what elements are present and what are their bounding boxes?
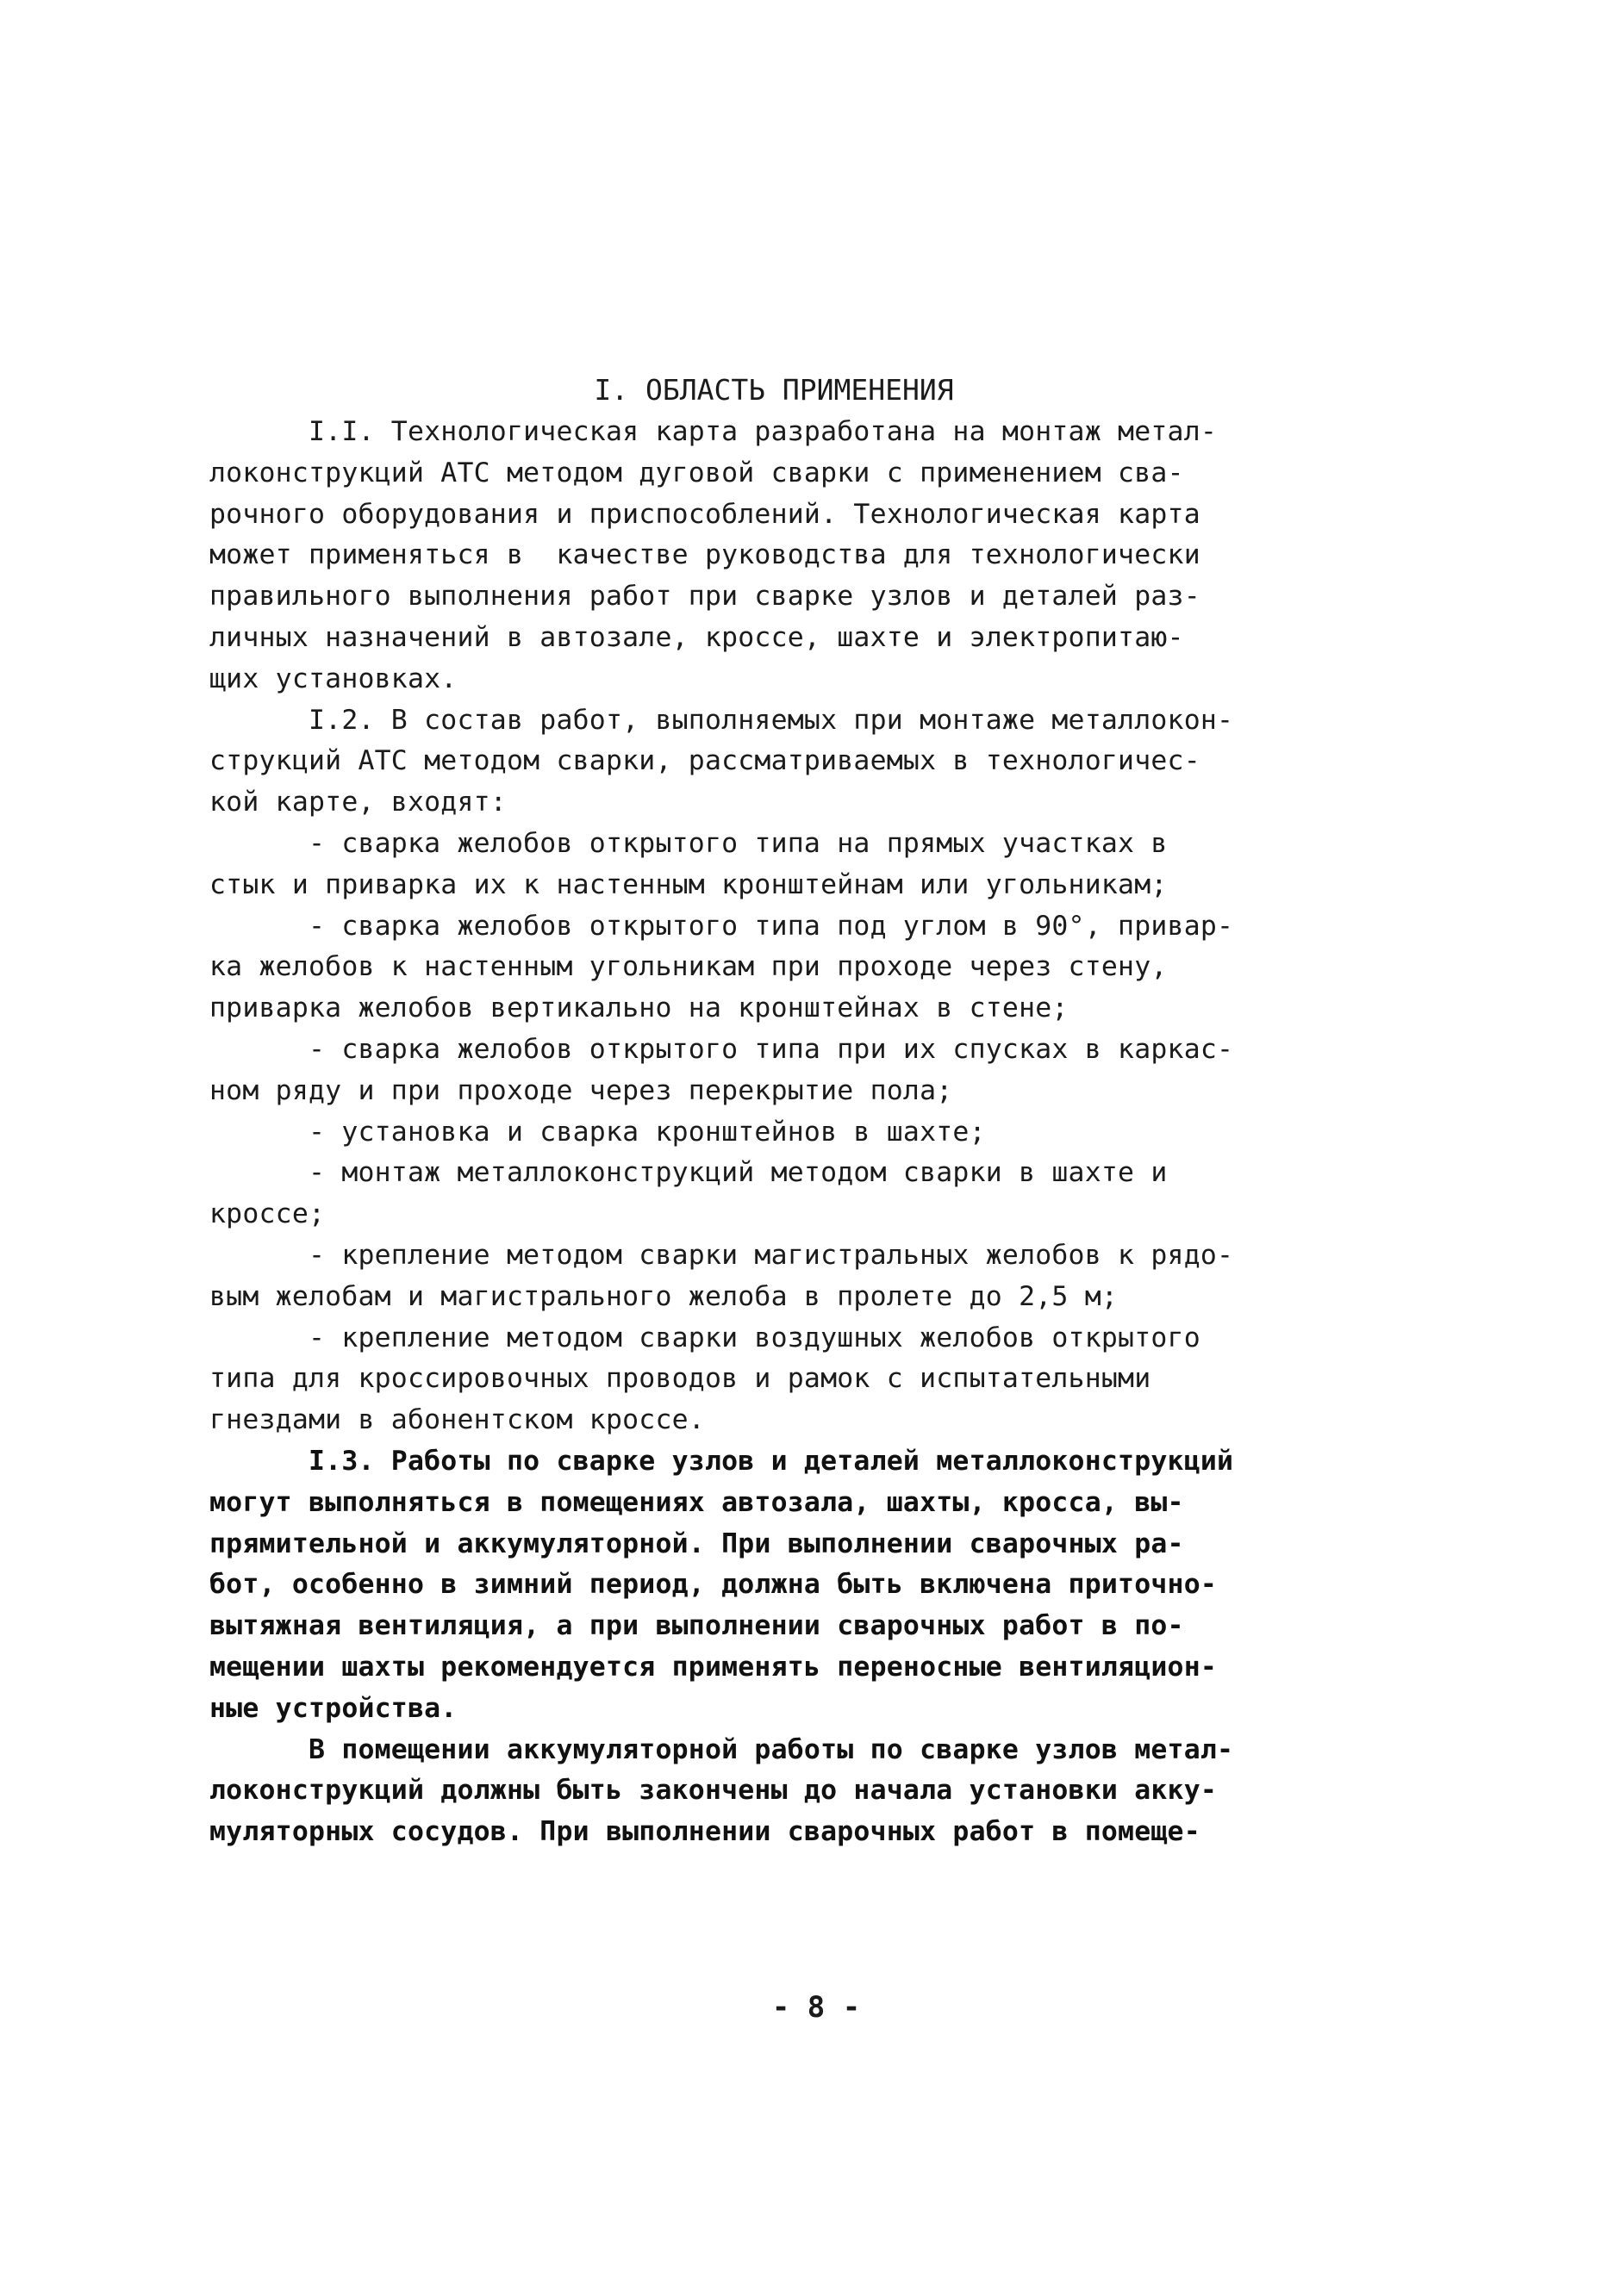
text-line: рочного оборудования и приспособлений. Технологическая карта <box>209 498 1200 530</box>
text-line: - сварка желобов открытого типа под углом в 90°, привар- <box>209 910 1234 942</box>
text-line: струкций АТС методом сварки, рассматриваемых в технологичес- <box>209 745 1200 777</box>
text-line: локонструкций должны быть закончены до начала установки акку- <box>209 1775 1218 1807</box>
text-line: могут выполняться в помещениях автозала, шахты, кросса, вы- <box>209 1486 1184 1518</box>
text-line: I.I. Технологическая карта разработана на монтаж метал- <box>209 416 1218 447</box>
text-line: I.3. Работы по сварке узлов и деталей металлоконструкций <box>209 1445 1234 1477</box>
text-line: гнездами в абонентском кроссе. <box>209 1404 705 1436</box>
text-line: прямительной и аккумуляторной. При выполнении сварочных ра- <box>209 1528 1184 1559</box>
text-line: типа для кроссировочных проводов и рамок с испытательными <box>209 1363 1151 1395</box>
text-line: - сварка желобов открытого типа на прямых участках в <box>209 827 1168 859</box>
text-line: локонструкций АТС методом дуговой сварки с применением сва- <box>209 457 1184 488</box>
text-line: - установка и сварка кронштейнов в шахте; <box>209 1116 986 1148</box>
text-line: - монтаж металлоконструкций методом сварки в шахте и <box>209 1157 1168 1189</box>
text-line: кой карте, входят: <box>209 787 507 818</box>
text-line: вым желобам и магистрального желоба в пролете до 2,5 м; <box>209 1280 1119 1312</box>
text-line: I.2. В состав работ, выполняемых при монтаже металлокон- <box>209 704 1234 736</box>
text-line: стык и приварка их к настенным кронштейнам или угольникам; <box>209 868 1168 900</box>
text-line: - крепление методом сварки воздушных желобов открытого <box>209 1322 1200 1353</box>
text-block <box>209 369 1261 1853</box>
text-line: - крепление методом сварки магистральных желобов к рядо- <box>209 1239 1234 1271</box>
text-line: мещении шахты рекомендуется применять переносные вентиляцион- <box>209 1651 1218 1683</box>
text-line: кроссе; <box>209 1198 326 1230</box>
text-line: приварка желобов вертикально на кронштейнах в стене; <box>209 992 1069 1024</box>
section-heading: I. ОБЛАСТЬ ПРИМЕНЕНИЯ <box>594 373 954 407</box>
text-line: ка желобов к настенным угольникам при проходе через стену, <box>209 951 1168 983</box>
text-line: ном ряду и при проходе через перекрытие пола; <box>209 1074 953 1106</box>
text-line: бот, особенно в зимний период, должна быть включена приточно- <box>209 1569 1218 1601</box>
text-line: щих установках. <box>209 663 458 694</box>
text-line: ные устройства. <box>209 1692 458 1724</box>
text-line: вытяжная вентиляция, а при выполнении сварочных работ в по- <box>209 1610 1184 1642</box>
text-line: личных назначений в автозале, кроссе, шахте и электропитаю- <box>209 621 1184 653</box>
text-line: может применяться в качестве руководства для технологически <box>209 539 1200 571</box>
page-number: - 8 - <box>771 1990 861 2025</box>
text-line: - сварка желобов открытого типа при их спусках в каркас- <box>209 1033 1234 1065</box>
text-line: В помещении аккумуляторной работы по сварке узлов метал- <box>209 1733 1234 1765</box>
text-line: муляторных сосудов. При выполнении сварочных работ в помеще- <box>209 1816 1200 1848</box>
text-line: правильного выполнения работ при сварке узлов и деталей раз- <box>209 581 1200 613</box>
